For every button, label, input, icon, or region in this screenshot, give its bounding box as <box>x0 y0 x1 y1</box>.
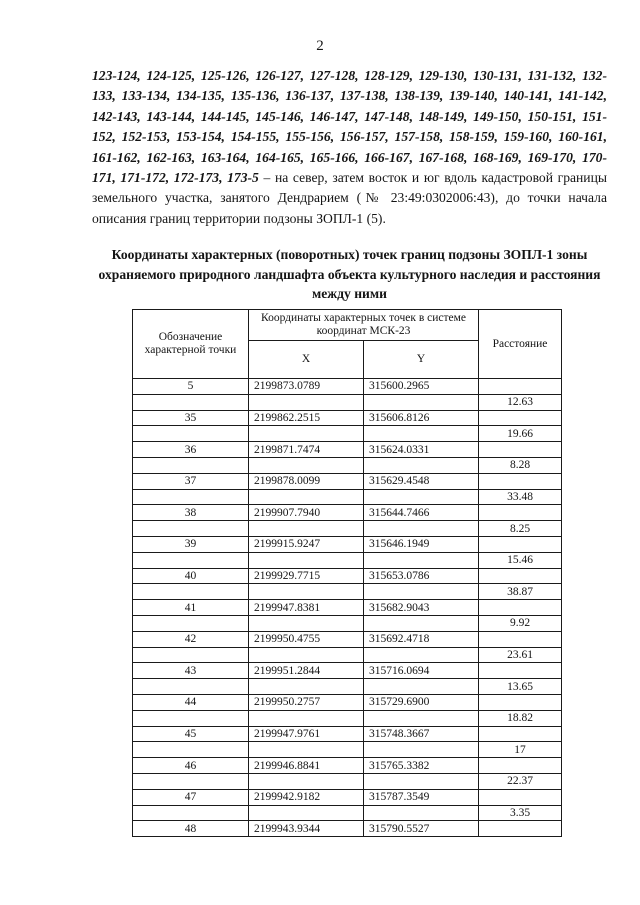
empty-cell <box>133 679 249 695</box>
distance-value: 8.28 <box>479 457 562 473</box>
point-y: 315646.1949 <box>364 536 479 552</box>
distance-row <box>133 426 562 442</box>
point-id: 36 <box>133 442 249 458</box>
point-id: 43 <box>133 663 249 679</box>
distance-row <box>133 552 562 568</box>
distance-value: 19.66 <box>479 426 562 442</box>
empty-cell <box>364 489 479 505</box>
point-row <box>133 694 562 710</box>
empty-cell <box>364 426 479 442</box>
point-y: 315600.2965 <box>364 379 479 395</box>
point-x: 2199943.9344 <box>249 821 364 837</box>
distance-value: 38.87 <box>479 584 562 600</box>
empty-cell <box>133 647 249 663</box>
empty-cell <box>133 710 249 726</box>
empty-cell <box>133 584 249 600</box>
point-row <box>133 726 562 742</box>
empty-cell <box>133 742 249 758</box>
distance-empty-cell <box>479 821 562 837</box>
point-row <box>133 379 562 395</box>
point-row <box>133 600 562 616</box>
distance-value: 9.92 <box>479 615 562 631</box>
point-id: 44 <box>133 694 249 710</box>
point-id: 38 <box>133 505 249 521</box>
point-row <box>133 410 562 426</box>
distance-empty-cell <box>479 410 562 426</box>
point-id: 5 <box>133 379 249 395</box>
empty-cell <box>249 647 364 663</box>
distance-value: 22.37 <box>479 773 562 789</box>
empty-cell <box>364 679 479 695</box>
empty-cell <box>249 742 364 758</box>
empty-cell <box>249 489 364 505</box>
point-x: 2199942.9182 <box>249 789 364 805</box>
point-id: 46 <box>133 758 249 774</box>
point-y: 315790.5527 <box>364 821 479 837</box>
point-id: 47 <box>133 789 249 805</box>
point-row <box>133 631 562 647</box>
point-y: 315682.9043 <box>364 600 479 616</box>
point-x: 2199950.4755 <box>249 631 364 647</box>
point-x: 2199951.2844 <box>249 663 364 679</box>
distance-value: 18.82 <box>479 710 562 726</box>
distance-row <box>133 647 562 663</box>
empty-cell <box>249 426 364 442</box>
distance-empty-cell <box>479 536 562 552</box>
point-y: 315716.0694 <box>364 663 479 679</box>
distance-row <box>133 489 562 505</box>
empty-cell <box>133 394 249 410</box>
point-y: 315692.4718 <box>364 631 479 647</box>
header-x: X <box>249 341 364 379</box>
point-x: 2199947.8381 <box>249 600 364 616</box>
point-id: 37 <box>133 473 249 489</box>
point-id: 42 <box>133 631 249 647</box>
point-x: 2199915.9247 <box>249 536 364 552</box>
empty-cell <box>133 521 249 537</box>
table-heading: Координаты характерных (поворотных) точек границ подзоны ЗОПЛ-1 зоны охраняемого природного ландшафта объекта культурного наследия и расстояния между ними <box>98 247 601 301</box>
point-row <box>133 536 562 552</box>
empty-cell <box>133 805 249 821</box>
distance-empty-cell <box>479 600 562 616</box>
empty-cell <box>364 394 479 410</box>
empty-cell <box>249 805 364 821</box>
point-x: 2199946.8841 <box>249 758 364 774</box>
empty-cell <box>249 615 364 631</box>
empty-cell <box>364 457 479 473</box>
page-number: 2 <box>316 38 324 54</box>
empty-cell <box>249 552 364 568</box>
point-y: 315787.3549 <box>364 789 479 805</box>
distance-value: 17 <box>479 742 562 758</box>
point-x: 2199947.9761 <box>249 726 364 742</box>
distance-value: 8.25 <box>479 521 562 537</box>
distance-row <box>133 742 562 758</box>
empty-cell <box>249 394 364 410</box>
point-x: 2199871.7474 <box>249 442 364 458</box>
empty-cell <box>249 773 364 789</box>
point-y: 315765.3382 <box>364 758 479 774</box>
point-id: 40 <box>133 568 249 584</box>
point-y: 315624.0331 <box>364 442 479 458</box>
header-coordinates-group: Координаты характерных точек в системе координат МСК-23 <box>249 310 479 341</box>
header-distance: Расстояние <box>479 310 562 379</box>
point-y: 315748.3667 <box>364 726 479 742</box>
empty-cell <box>133 773 249 789</box>
point-x: 2199862.2515 <box>249 410 364 426</box>
point-id: 41 <box>133 600 249 616</box>
distance-row <box>133 584 562 600</box>
point-x: 2199873.0789 <box>249 379 364 395</box>
empty-cell <box>249 710 364 726</box>
distance-value: 13.65 <box>479 679 562 695</box>
distance-value: 15.46 <box>479 552 562 568</box>
distance-row <box>133 521 562 537</box>
empty-cell <box>133 457 249 473</box>
distance-value: 3.35 <box>479 805 562 821</box>
empty-cell <box>364 805 479 821</box>
empty-cell <box>364 647 479 663</box>
distance-empty-cell <box>479 663 562 679</box>
distance-row <box>133 394 562 410</box>
header-point: Обозначение характерной точки <box>133 310 249 379</box>
point-y: 315653.0786 <box>364 568 479 584</box>
point-row <box>133 821 562 837</box>
empty-cell <box>364 521 479 537</box>
empty-cell <box>364 773 479 789</box>
empty-cell <box>364 710 479 726</box>
distance-value: 12.63 <box>479 394 562 410</box>
point-y: 315644.7466 <box>364 505 479 521</box>
distance-row <box>133 773 562 789</box>
point-row <box>133 758 562 774</box>
distance-row <box>133 615 562 631</box>
empty-cell <box>249 521 364 537</box>
point-x: 2199950.2757 <box>249 694 364 710</box>
intro-text: – на север, затем восток и юг вдоль кадастровой границы земельного участка, занятого Дендрарием (№ 23:49:0302006:43), до точки начала описания границ территории подзоны ЗОПЛ-1 (5). <box>92 170 607 226</box>
distance-empty-cell <box>479 631 562 647</box>
point-id: 45 <box>133 726 249 742</box>
intro-paragraph <box>92 66 607 229</box>
distance-empty-cell <box>479 789 562 805</box>
empty-cell <box>249 584 364 600</box>
distance-empty-cell <box>479 505 562 521</box>
point-id: 35 <box>133 410 249 426</box>
distance-value: 23.61 <box>479 647 562 663</box>
intro-point-ranges: 123-124, 124-125, 125-126, 126-127, 127-128, 128-129, 129-130, 130-131, 131-132, 132-133, 133-134, 134-135, 135-136, 136-137, 137-138, 138-139, 139-140, 140-141, 141-142, 142-143, 143-144, 144-145, 145-146, 146-147, 147-148, 148-149, 149-150, 150-151, 151-152, 152-153, 153-154, 154-155, 155-156, 156-157, 157-158, 158-159, 159-160, 160-161, 161-162, 162-163, 163-164, 164-165, 165-166, 166-167, 167-168, 168-169, 169-170, 170-171, 171-172, 172-173, 173-5 <box>92 68 607 186</box>
point-row <box>133 442 562 458</box>
point-x: 2199929.7715 <box>249 568 364 584</box>
empty-cell <box>133 615 249 631</box>
point-row <box>133 789 562 805</box>
point-x: 2199878.0099 <box>249 473 364 489</box>
point-x: 2199907.7940 <box>249 505 364 521</box>
distance-empty-cell <box>479 442 562 458</box>
distance-empty-cell <box>479 758 562 774</box>
distance-row <box>133 805 562 821</box>
distance-empty-cell <box>479 694 562 710</box>
point-y: 315629.4548 <box>364 473 479 489</box>
empty-cell <box>364 615 479 631</box>
empty-cell <box>364 584 479 600</box>
coordinates-table <box>132 309 562 837</box>
distance-value: 33.48 <box>479 489 562 505</box>
distance-empty-cell <box>479 726 562 742</box>
header-y: Y <box>364 341 479 379</box>
point-row <box>133 473 562 489</box>
point-row <box>133 505 562 521</box>
table-body <box>133 379 562 837</box>
point-row <box>133 568 562 584</box>
distance-empty-cell <box>479 568 562 584</box>
point-row <box>133 663 562 679</box>
empty-cell <box>364 742 479 758</box>
distance-empty-cell <box>479 473 562 489</box>
distance-row <box>133 710 562 726</box>
point-y: 315606.8126 <box>364 410 479 426</box>
empty-cell <box>133 426 249 442</box>
empty-cell <box>133 489 249 505</box>
empty-cell <box>249 679 364 695</box>
distance-row <box>133 679 562 695</box>
point-id: 39 <box>133 536 249 552</box>
point-id: 48 <box>133 821 249 837</box>
distance-row <box>133 457 562 473</box>
empty-cell <box>133 552 249 568</box>
point-y: 315729.6900 <box>364 694 479 710</box>
empty-cell <box>364 552 479 568</box>
distance-empty-cell <box>479 379 562 395</box>
empty-cell <box>249 457 364 473</box>
